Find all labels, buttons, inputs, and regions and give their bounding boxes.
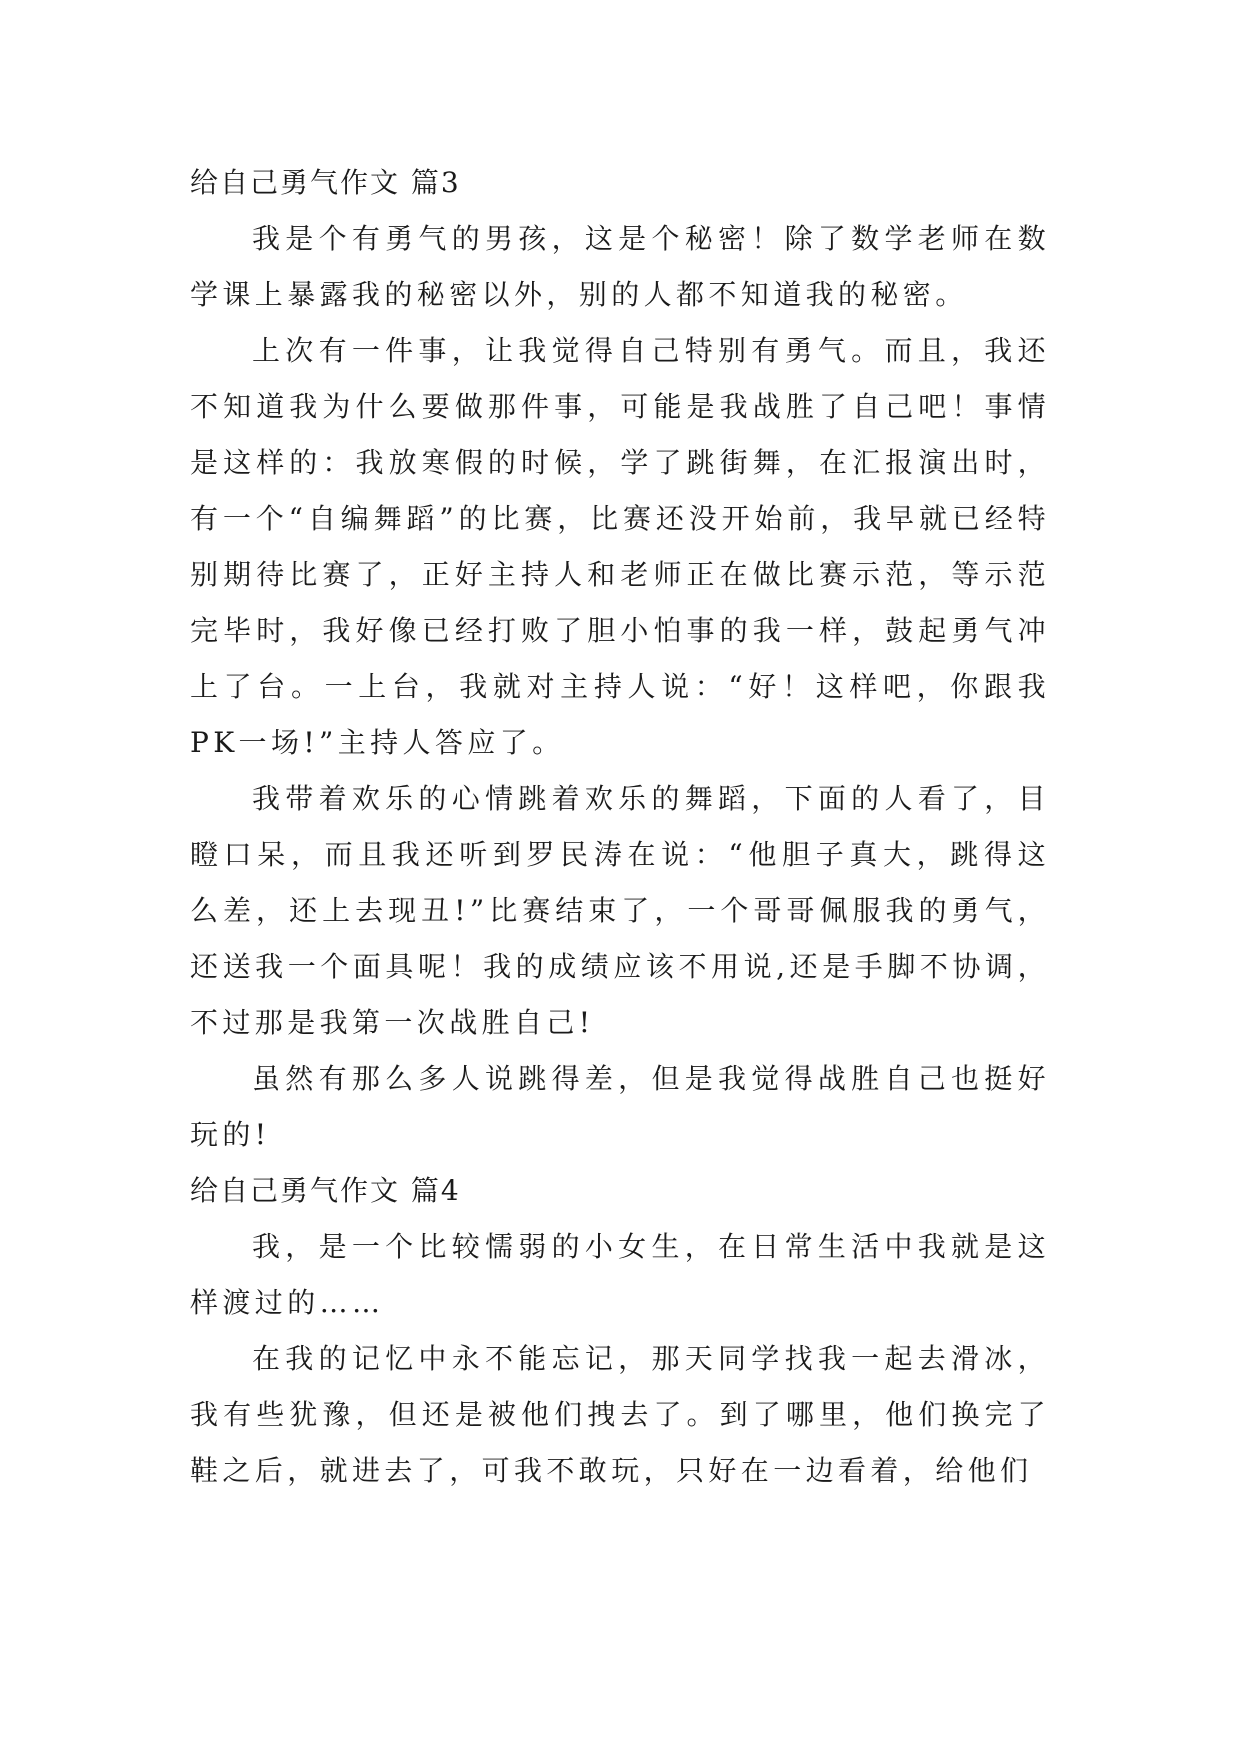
- paragraph: 我带着欢乐的心情跳着欢乐的舞蹈，下面的人看了，目瞪口呆，而且我还听到罗民涛在说：“他胆子真大，跳得这么差，还上去现丑!”比赛结束了，一个哥哥佩服我的勇气，还送我一个面具呢！我的成绩应该不用说,还是手脚不协调，不过那是我第一次战胜自己!: [190, 782, 1050, 1039]
- section-title: 给自己勇气作文 篇4: [190, 1174, 461, 1207]
- paragraph: 在我的记忆中永不能忘记，那天同学找我一起去滑冰，我有些犹豫，但还是被他们拽去了。到了哪里，他们换完了鞋之后，就进去了，可我不敢玩，只好在一边看着，给他们: [190, 1342, 1050, 1487]
- paragraph: 我是个有勇气的男孩，这是个秘密！除了数学老师在数学课上暴露我的秘密以外，别的人都不知道我的秘密。: [190, 222, 1050, 311]
- document-body: [190, 155, 1050, 1499]
- section-title: 给自己勇气作文 篇3: [190, 166, 461, 199]
- paragraph: 我，是一个比较懦弱的小女生，在日常生活中我就是这样渡过的……: [190, 1230, 1050, 1319]
- paragraph: 虽然有那么多人说跳得差，但是我觉得战胜自己也挺好玩的!: [190, 1062, 1050, 1151]
- paragraph: 上次有一件事，让我觉得自己特别有勇气。而且，我还不知道我为什么要做那件事，可能是我战胜了自己吧！事情是这样的：我放寒假的时候，学了跳街舞，在汇报演出时，有一个“自编舞蹈”的比赛，比赛还没开始前，我早就已经特别期待比赛了，正好主持人和老师正在做比赛示范，等示范完毕时，我好像已经打败了胆小怕事的我一样，鼓起勇气冲上了台。一上台，我就对主持人说：“好！这样吧，你跟我PK一场!”主持人答应了。: [190, 334, 1050, 759]
